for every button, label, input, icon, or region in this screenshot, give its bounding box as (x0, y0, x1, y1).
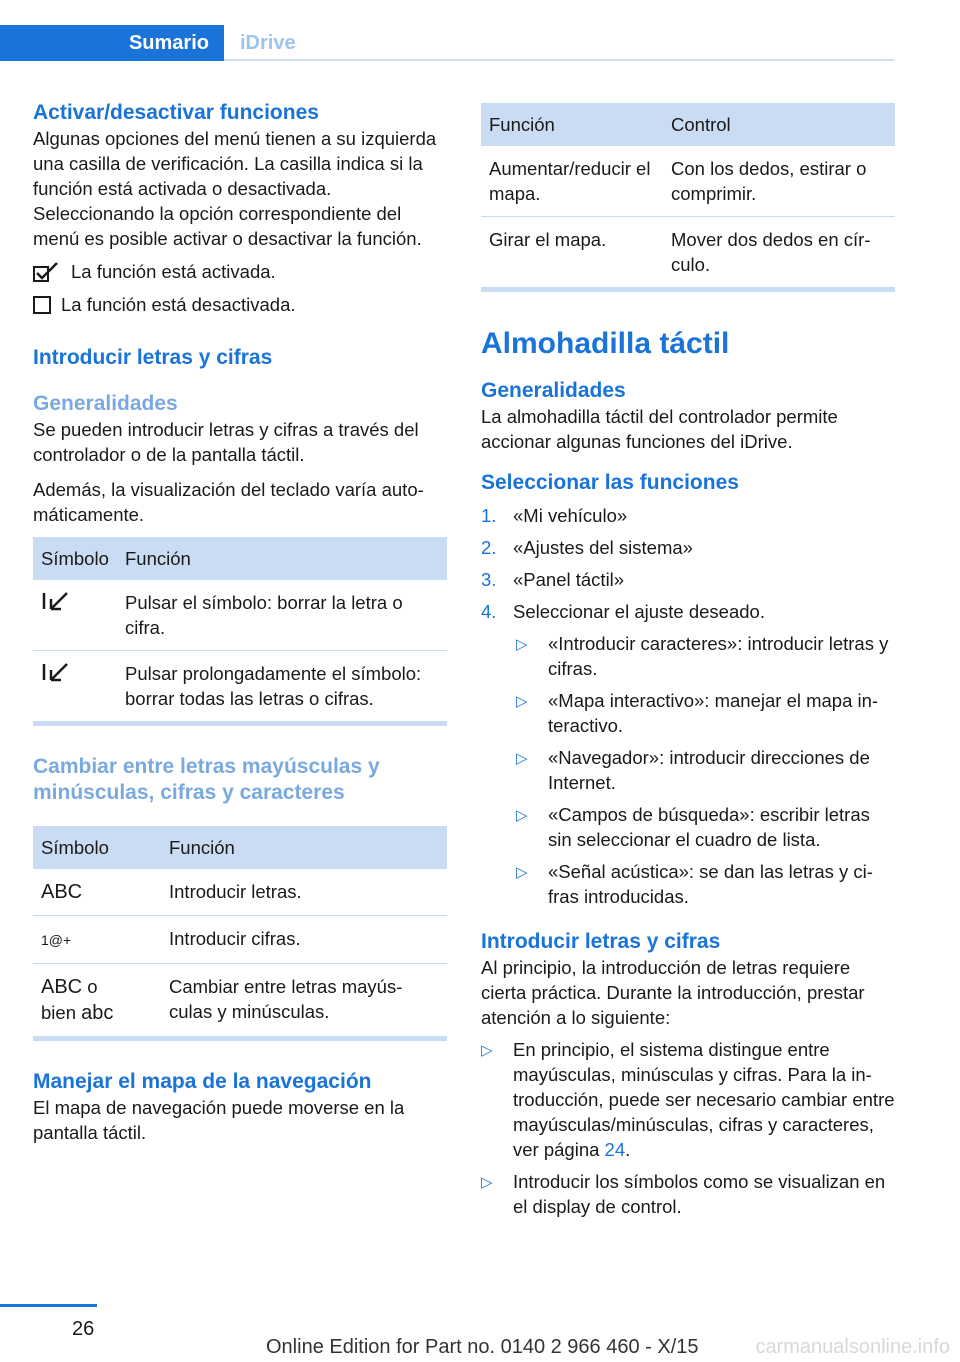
map-control-table (481, 103, 895, 287)
unchecked-box-icon (33, 296, 51, 314)
section-title-introducir-r: Introducir letras y cifras (481, 930, 721, 953)
tab-sumario[interactable]: Sumario (0, 25, 224, 61)
backspace-icon (41, 661, 71, 683)
table-header: Control (663, 103, 895, 146)
generalidades-p1: Se pueden introducir letras y cifras a través del controlador o de la pantalla táctil. (33, 419, 419, 465)
checkbox-off-row (33, 292, 447, 317)
chapter-title: Almohadilla táctil (481, 327, 730, 360)
footer-edition: Online Edition for Part no. 0140 2 966 460 - X/15 (266, 1336, 699, 1358)
table-cell: Introducir letras. (161, 869, 447, 916)
table-row (33, 580, 447, 651)
numbers-symbols-icon: 1@+ (41, 932, 72, 948)
list-item: 4. Seleccionar el ajuste deseado. (481, 601, 765, 622)
watermark: carmanualsonline.info (755, 1336, 950, 1358)
bullet-triangle-icon: ▷ (481, 1042, 493, 1059)
table-header: Símbolo (33, 537, 117, 580)
or-word: o (87, 976, 98, 997)
table-cell: Aumentar/reducir el mapa. (481, 146, 663, 217)
bullet-triangle-icon: ▷ (516, 693, 528, 710)
table-end-rule (33, 1036, 447, 1041)
section-title-mapa: Manejar el mapa de la navegación (33, 1070, 372, 1093)
list-item: ▷ «Navegador»: introducir direcciones de Internet. (516, 747, 870, 793)
table-row (33, 964, 447, 1037)
section-title-generalidades-r: Generalidades (481, 379, 626, 402)
footer-rule (0, 1304, 97, 1307)
list-item: ▷ «Señal acústica»: se dan las letras y cifras introducidas. (516, 861, 873, 907)
table-cell: Con los dedos, estirar o comprimir. (663, 146, 895, 217)
table-row (33, 869, 447, 916)
mapa-text: El mapa de navegación puede moverse en la pantalla táctil. (33, 1097, 405, 1143)
list-item: ▷ En principio, el sistema distingue entre mayúsculas, minúsculas y cifras. Para la introducción, puede ser necesario cambiar entre mayúsculas/minúsculas, cifras y caracteres, ver página 24. (481, 1039, 895, 1160)
table-end-rule (33, 721, 447, 726)
list-item: ▷ Introducir los símbolos como se visualizan en el display de control. (481, 1171, 886, 1217)
section-title-activar: Activar/desactivar funciones (33, 101, 319, 124)
table-cell: Pulsar prolongadamente el símbolo: borrar todas las letras o cifras. (125, 663, 422, 709)
table-header: Función (117, 537, 447, 580)
table-row (33, 651, 447, 722)
section-title-cambiar: Cambiar entre letras mayúsculas y minúsculas, cifras y caracteres (33, 755, 380, 804)
list-item: ▷ «Campos de búsqueda»: escribir letras sin seleccionar el cuadro de lista. (516, 804, 870, 850)
right-column (481, 103, 895, 1219)
tab-idrive[interactable]: iDrive (240, 31, 296, 54)
table-cell: Introducir cifras. (161, 916, 447, 964)
table-row (481, 146, 895, 217)
list-item: 3. «Panel táctil» (481, 569, 625, 590)
page-header (0, 25, 894, 61)
abc-upper-icon: ABC (41, 881, 83, 903)
table-cell: Mover dos dedos en círculo. (671, 229, 871, 275)
checkbox-on-row (33, 259, 447, 284)
generalidades-p2: Además, la visualización del teclado varía automáticamente. (33, 479, 424, 525)
bullet-triangle-icon: ▷ (516, 750, 528, 767)
table-end-rule (481, 287, 895, 292)
table-header: Función (481, 103, 663, 146)
tips-list (481, 1037, 895, 1219)
list-item: 2. «Ajustes del sistema» (481, 537, 693, 558)
checkbox-on-label: La función está activada. (71, 261, 276, 282)
table-header: Símbolo (33, 826, 161, 869)
checked-box-icon (33, 262, 61, 282)
bien-word: bien (41, 1002, 76, 1023)
left-column (33, 100, 447, 1145)
bullet-triangle-icon: ▷ (516, 807, 528, 824)
checkbox-off-label: La función está desactivada. (61, 294, 296, 315)
bullet-triangle-icon: ▷ (516, 864, 528, 881)
page-number: 26 (72, 1318, 95, 1340)
backspace-icon (41, 590, 71, 612)
table-header: Función (161, 826, 447, 869)
sub-options-list (481, 631, 895, 909)
table-row (481, 217, 895, 288)
list-item: ▷ «Introducir caracteres»: introducir letras y cifras. (516, 633, 889, 679)
introducir-text: Al principio, la introducción de letras requiere cierta práctica. Durante la introducción, prestar atención a lo siguiente: (481, 957, 865, 1028)
page-link[interactable]: 24 (604, 1139, 626, 1160)
abc-upper-icon: ABC (41, 976, 83, 998)
table-row (33, 916, 447, 964)
steps-list (481, 503, 895, 624)
header-rule (224, 59, 894, 61)
section-title-seleccionar: Seleccionar las funciones (481, 471, 739, 494)
symbol-table-case (33, 826, 447, 1036)
symbol-table-delete (33, 537, 447, 721)
bullet-triangle-icon: ▷ (516, 636, 528, 653)
abc-lower-icon: abc (81, 1002, 114, 1024)
list-item: ▷ «Mapa interactivo»: manejar el mapa interactivo. (516, 690, 879, 736)
section-title-introducir: Introducir letras y cifras (33, 346, 273, 369)
section-title-generalidades: Generalidades (33, 392, 178, 415)
table-cell: Pulsar el símbolo: borrar la letra o cifra. (117, 580, 447, 651)
section-text-activar: Algunas opciones del menú tienen a su izquierda una casilla de verificación. La casilla indica si la función está activada o desactivada. Seleccionando la opción correspondiente del menú es posible activar o desactivar la función. (33, 128, 437, 249)
bullet-triangle-icon: ▷ (481, 1174, 493, 1191)
list-item: 1. «Mi vehículo» (481, 505, 628, 526)
touchpad-text: La almohadilla táctil del controlador permite accionar algunas funciones del iDrive. (481, 406, 838, 452)
table-cell: Girar el mapa. (489, 229, 607, 250)
table-cell: Cambiar entre letras mayúsculas y minúsculas. (169, 976, 403, 1022)
